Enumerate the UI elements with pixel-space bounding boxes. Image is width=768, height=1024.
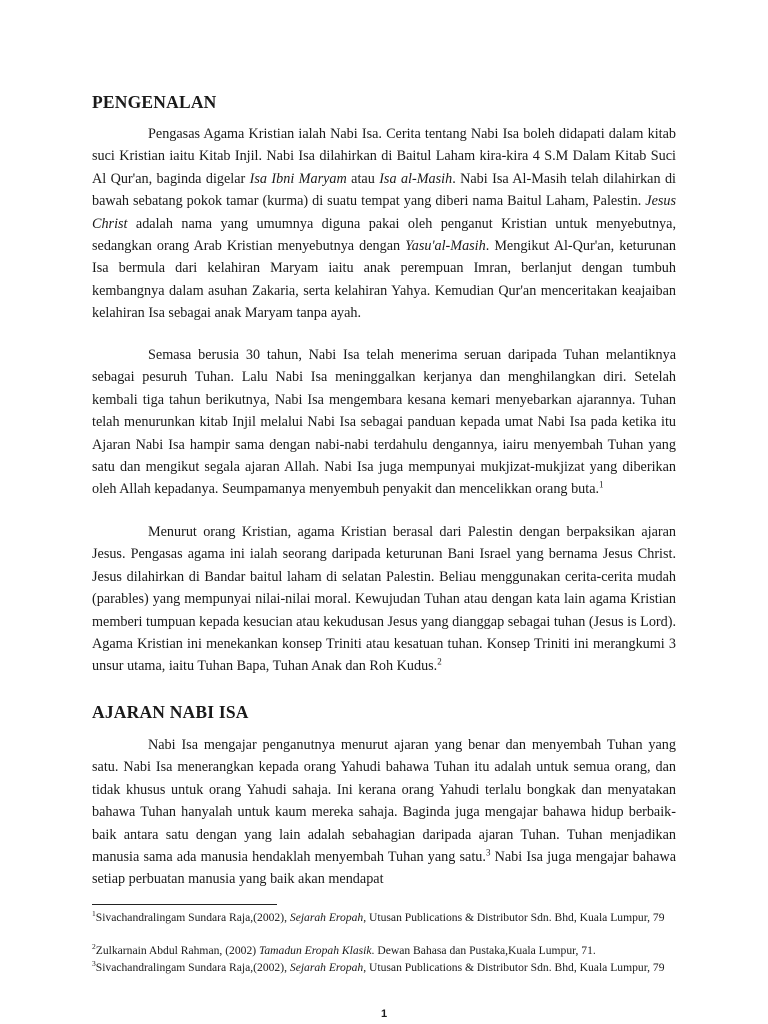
paragraph-3 bbox=[92, 521, 676, 678]
footnote-2-title: Tamadun Eropah Klasik bbox=[259, 944, 372, 957]
footnote-3-author: Sivachandralingam Sundara Raja,(2002), bbox=[95, 961, 290, 974]
p1-text-c: atau bbox=[346, 170, 380, 187]
footnote-1 bbox=[92, 910, 682, 927]
p1-italic-isa-ibni-maryam: Isa Ibni Maryam bbox=[249, 170, 347, 187]
p1-italic-yasu-al-masih: Yasu'al-Masih bbox=[405, 238, 486, 255]
page-number: 1 bbox=[380, 1008, 388, 1020]
paragraph-4 bbox=[92, 734, 676, 891]
footnote-1-title: Sejarah Eropah bbox=[289, 911, 364, 924]
footnote-ref-1[interactable]: 1 bbox=[599, 479, 604, 490]
paragraph-1 bbox=[92, 123, 676, 325]
footnote-1-number: 1 bbox=[92, 909, 96, 919]
paragraph-2 bbox=[92, 344, 676, 501]
footnote-1-publisher: , Utusan Publications & Distributor Sdn. Bhd, Kuala Lumpur, 79 bbox=[363, 911, 665, 924]
footnote-ref-3[interactable]: 3 bbox=[485, 847, 491, 858]
footnote-divider bbox=[92, 904, 277, 905]
p1-text-e: . Nabi Isa Al-Masih telah dilahirkan di bawah sebatang pokok tamar (kurma) di suatu tempat yang diberi nama Baitul Laham, Palestin. bbox=[92, 170, 677, 210]
p1-text-a: Pengasas Agama Kristian ialah Nabi Isa. Cerita tentang Nabi Isa boleh didapati dalam kitab suci Kristian iaitu Kitab Injil. Nabi Isa dilahirkan di Baitul Laham kira-kira 4 S.M Dalam Kitab Suci Al Qur'an, baginda digelar bbox=[92, 126, 676, 187]
footnote-2-publisher: . Dewan Bahasa dan Pustaka,Kuala Lumpur, 71. bbox=[371, 944, 596, 957]
p1-text-g: adalah nama yang umumnya diguna pakai oleh penganut Kristian untuk menyebutnya, sedangkan orang Arab Kristian menyebutnya dengan bbox=[92, 215, 676, 255]
footnote-ref-2[interactable]: 2 bbox=[437, 656, 442, 667]
footnote-3-title: Sejarah Eropah bbox=[289, 961, 364, 974]
p3-text: Menurut orang Kristian, agama Kristian berasal dari Palestin dengan berpaksikan ajaran Jesus. Pengasas agama ini ialah seorang daripada keturunan Bani Israel yang bernama Jesus Christ. Jesus dilahirkan di Bandar baitul laham di selatan Palestin. Beliau menggunakan cerita-cerita mudah (parables) yang mempunyai nilai-nilai moral. Kewujudan Tuhan atau dengan kata lain agama Kristian memberi tumpuan kepada kesucian atau kekudusan Jesus yang dianggap sebagai tuhan (Jesus is Lord). Agama Kristian ini menekankan konsep Triniti atau kesatuan tuhan. Konsep Triniti ini merangkumi 3 unsur utama, iaitu Tuhan Bapa, Tuhan Anak dan Roh Kudus. bbox=[92, 524, 676, 675]
p1-italic-jesus-christ: Jesus Christ bbox=[92, 193, 676, 232]
p4-text-a: Nabi Isa mengajar penganutnya menurut ajaran yang benar dan menyembah Tuhan yang satu. Nabi Isa menerangkan kepada orang Yahudi bahawa Tuhan itu adalah untuk semua orang, dan tidak khusus untuk orang Yahudi sahaja. Ini kerana orang Yahudi terlalu bongkak dan menyatakan bahawa Tuhan hanyalah untuk kaum mereka sahaja. Baginda juga mengajar bahawa hidup berbaik-baik antara satu dengan yang lain adalah sebahagian daripada ajaran Tuhan. Tuhan menjadikan manusia sama ada manusia hendaklah menyembah Tuhan yang satu. bbox=[92, 737, 676, 866]
footnote-2-author: Zulkarnain Abdul Rahman, (2002) bbox=[95, 944, 259, 957]
p1-italic-isa-al-masih: Isa al-Masih bbox=[379, 170, 453, 187]
p4-text-b: Nabi Isa juga mengajar bahawa setiap perbuatan manusia yang baik akan mendapat bbox=[92, 849, 677, 888]
footnote-3-publisher: , Utusan Publications & Distributor Sdn. Bhd, Kuala Lumpur, 79 bbox=[363, 961, 665, 974]
footnote-3 bbox=[92, 960, 682, 977]
heading-ajaran-nabi-isa: AJARAN NABI ISA bbox=[92, 702, 249, 722]
footnote-1-author: Sivachandralingam Sundara Raja,(2002), bbox=[95, 911, 290, 924]
p2-text: Semasa berusia 30 tahun, Nabi Isa telah menerima seruan daripada Tuhan melantiknya sebagai pesuruh Tuhan. Lalu Nabi Isa meninggalkan kerjanya dan menghilangkan diri. Setelah kembali tiga tahun berikutnya, Nabi Isa mengembara kesana kemari menyebarkan ajarannya. Tuhan telah menurunkan kitab Injil melalui Nabi Isa sebagai panduan kepada umat Nabi Isa pada ketika itu Ajaran Nabi Isa hampir sama dengan nabi-nabi terdahulu dengannya, iairu menyembah Tuhan yang satu dan mengikut segala ajaran Allah. Nabi Isa juga mempunyai mukjizat-mukjizat yang diberikan oleh Allah kepadanya. Seumpamanya menyembuh penyakit dan mencelikkan orang buta. bbox=[92, 347, 676, 498]
footnote-3-number: 3 bbox=[92, 959, 96, 969]
footnote-2 bbox=[92, 943, 682, 960]
heading-pengenalan: PENGENALAN bbox=[92, 92, 217, 112]
p1-text-i: . Mengikut Al-Qur'an, keturunan Isa bermula dari kelahiran Maryam iaitu anak perempuan Imran, berlanjut dengan tumbuh kembangnya dalam asuhan Zakaria, serta kelahiran Yahya. Kemudian Qur'an menceritakan keajaiban kelahiran Isa sebagai anak Maryam tanpa ayah. bbox=[92, 238, 676, 322]
footnote-2-number: 2 bbox=[92, 942, 96, 952]
